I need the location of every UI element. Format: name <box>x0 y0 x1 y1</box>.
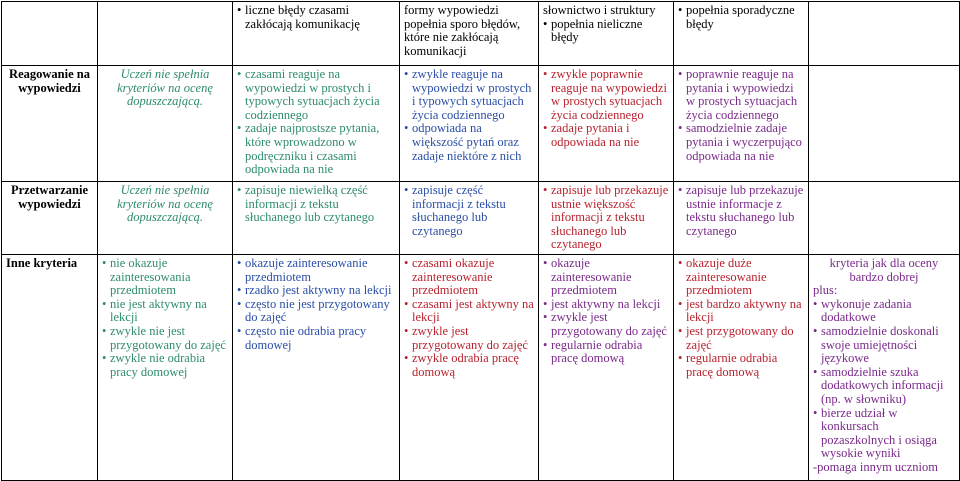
grade4-list <box>543 184 669 252</box>
grade4-cell <box>539 2 674 66</box>
list-item: • popełnia sporadyczne błędy <box>678 4 804 31</box>
grade4-list-bullets <box>543 18 669 45</box>
list-item: • okazuje zainteresowanie przedmiotem <box>237 257 395 284</box>
list-item: • jest przygotowany do zajęć <box>678 325 804 352</box>
list-item: • zwykle jest przygotowany do zajęć <box>543 311 669 338</box>
grade2-list <box>237 257 395 352</box>
list-item: • zapisuje niewielką część informacji z tekstu słuchanego lub czytanego <box>237 184 395 225</box>
grade4-list <box>543 68 669 150</box>
list-item: • regularnie odrabia pracę domową <box>678 352 804 379</box>
list-item: • zwykle jest przygotowany do zajęć <box>404 325 534 352</box>
grade3-list <box>404 4 534 58</box>
grade1-cell-empty <box>98 2 233 66</box>
criterion-cell-empty <box>2 2 98 66</box>
list-item: • zadaje najprostsze pytania, które wprowadzono w podręczniku i czasami odpowiada na nie <box>237 122 395 176</box>
grade3-cell <box>400 254 539 480</box>
list-item: • zadaje pytania i odpowiada na nie <box>543 122 669 149</box>
grade6-cell-empty <box>809 66 960 182</box>
grade5-list <box>678 68 804 163</box>
list-item: • zapisuje lub przekazuje ustnie informacje z tekstu słuchanego lub czytanego <box>678 184 804 238</box>
grade5-cell <box>674 254 809 480</box>
grade5-list <box>678 184 804 238</box>
grading-criteria-table <box>1 1 960 481</box>
list-item: • samodzielnie szuka dodatkowych informacji (np. w słowniku) <box>813 366 955 407</box>
grade3-cell <box>400 2 539 66</box>
grade5-list <box>678 4 804 31</box>
table-row <box>2 2 960 66</box>
grade1-list <box>102 257 228 379</box>
list-item: • bierze udział w konkursach pozaszkolnych i osiąga wysokie wyniki <box>813 407 955 461</box>
grade2-cell <box>233 254 400 480</box>
list-item: • zwykle reaguje na wypowiedzi w prostych i typowych sytuacjach życia codziennego <box>404 68 534 122</box>
grade4-list <box>543 4 669 18</box>
grade5-list <box>678 257 804 379</box>
grade2-list <box>237 4 395 31</box>
grade6-outro: -pomaga innym uczniom <box>813 459 938 474</box>
grade4-cell <box>539 254 674 480</box>
list-item: • odpowiada na większość pytań oraz zadaje niektóre z nich <box>404 122 534 163</box>
list-item: • okazuje duże zainteresowanie przedmiotem <box>678 257 804 298</box>
grade3-list <box>404 257 534 379</box>
list-item: • popełnia nieliczne błędy <box>543 18 669 45</box>
grade2-cell <box>233 182 400 255</box>
list-item: • jest bardzo aktywny na lekcji <box>678 298 804 325</box>
grade4-cell <box>539 182 674 255</box>
list-item: • często nie odrabia pracy domowej <box>237 325 395 352</box>
table-row <box>2 182 960 255</box>
grade3-list <box>404 184 534 238</box>
list-item: • zwykle poprawnie reaguje na wypowiedzi w prostych sytuacjach życia codziennego <box>543 68 669 122</box>
criterion-label: Reagowanie na wypowiedzi <box>2 66 98 182</box>
grade1-text: Uczeń nie spełnia kryteriów na ocenę dopuszczającą. <box>98 66 233 182</box>
criterion-label: Inne kryteria <box>2 254 98 480</box>
list-item: • często nie jest przygotowany do zajęć <box>237 298 395 325</box>
grade4-cell <box>539 66 674 182</box>
grade6-plus: plus: <box>813 283 838 298</box>
list-item: słownictwo i struktury <box>543 3 656 17</box>
grade5-cell <box>674 2 809 66</box>
list-item: • zwykle nie odrabia pracy domowej <box>102 352 228 379</box>
grade2-cell <box>233 2 400 66</box>
list-item: • okazuje zainteresowanie przedmiotem <box>543 257 669 298</box>
grade6-intro: kryteria jak dla oceny bardzo dobrej <box>829 255 939 284</box>
list-item: • zapisuje część informacji z tekstu słuchanego lub czytanego <box>404 184 534 238</box>
grade6-cell-empty <box>809 182 960 255</box>
list-item: • nie okazuje zainteresowania przedmiotem <box>102 257 228 298</box>
list-item: • poprawnie reaguje na pytania i wypowiedzi w prostych sytuacjach życia codziennego <box>678 68 804 122</box>
table-row <box>2 66 960 182</box>
grade3-cell <box>400 66 539 182</box>
list-item: • czasami okazuje zainteresowanie przedmiotem <box>404 257 534 298</box>
list-item: • liczne błędy czasami zakłócają komunikację <box>237 4 395 31</box>
grade2-list <box>237 68 395 177</box>
list-item: • jest aktywny na lekcji <box>543 298 669 312</box>
grade5-cell <box>674 66 809 182</box>
grade1-cell <box>98 254 233 480</box>
grade1-text: Uczeń nie spełnia kryteriów na ocenę dopuszczającą. <box>98 182 233 255</box>
list-item: • czasami reaguje na wypowiedzi w prostych i typowych sytuacjach życia codziennego <box>237 68 395 122</box>
grade2-list <box>237 184 395 225</box>
grade6-list <box>813 298 955 461</box>
list-item: • wykonuje zadania dodatkowe <box>813 298 955 325</box>
list-item: formy wypowiedzi popełnia sporo błędów, które nie zakłócają komunikacji <box>404 3 521 58</box>
grade3-list <box>404 68 534 163</box>
grade2-cell <box>233 66 400 182</box>
grade6-cell-empty <box>809 2 960 66</box>
table-row <box>2 254 960 480</box>
list-item: • nie jest aktywny na lekcji <box>102 298 228 325</box>
list-item: • czasami jest aktywny na lekcji <box>404 298 534 325</box>
criterion-label: Przetwarzanie wypowiedzi <box>2 182 98 255</box>
list-item: • zapisuje lub przekazuje ustnie większość informacji z tekstu słuchanego lub czytanego <box>543 184 669 252</box>
list-item: • regularnie odrabia pracę domową <box>543 339 669 366</box>
list-item: • samodzielnie doskonali swoje umiejętności językowe <box>813 325 955 366</box>
grade3-cell <box>400 182 539 255</box>
grade5-cell <box>674 182 809 255</box>
grade6-cell <box>809 254 960 480</box>
list-item: • zwykle nie jest przygotowany do zajęć <box>102 325 228 352</box>
list-item: • zwykle odrabia pracę domową <box>404 352 534 379</box>
list-item: • samodzielnie zadaje pytania i wyczerpująco odpowiada na nie <box>678 122 804 163</box>
grade4-list <box>543 257 669 366</box>
list-item: • rzadko jest aktywny na lekcji <box>237 284 395 298</box>
